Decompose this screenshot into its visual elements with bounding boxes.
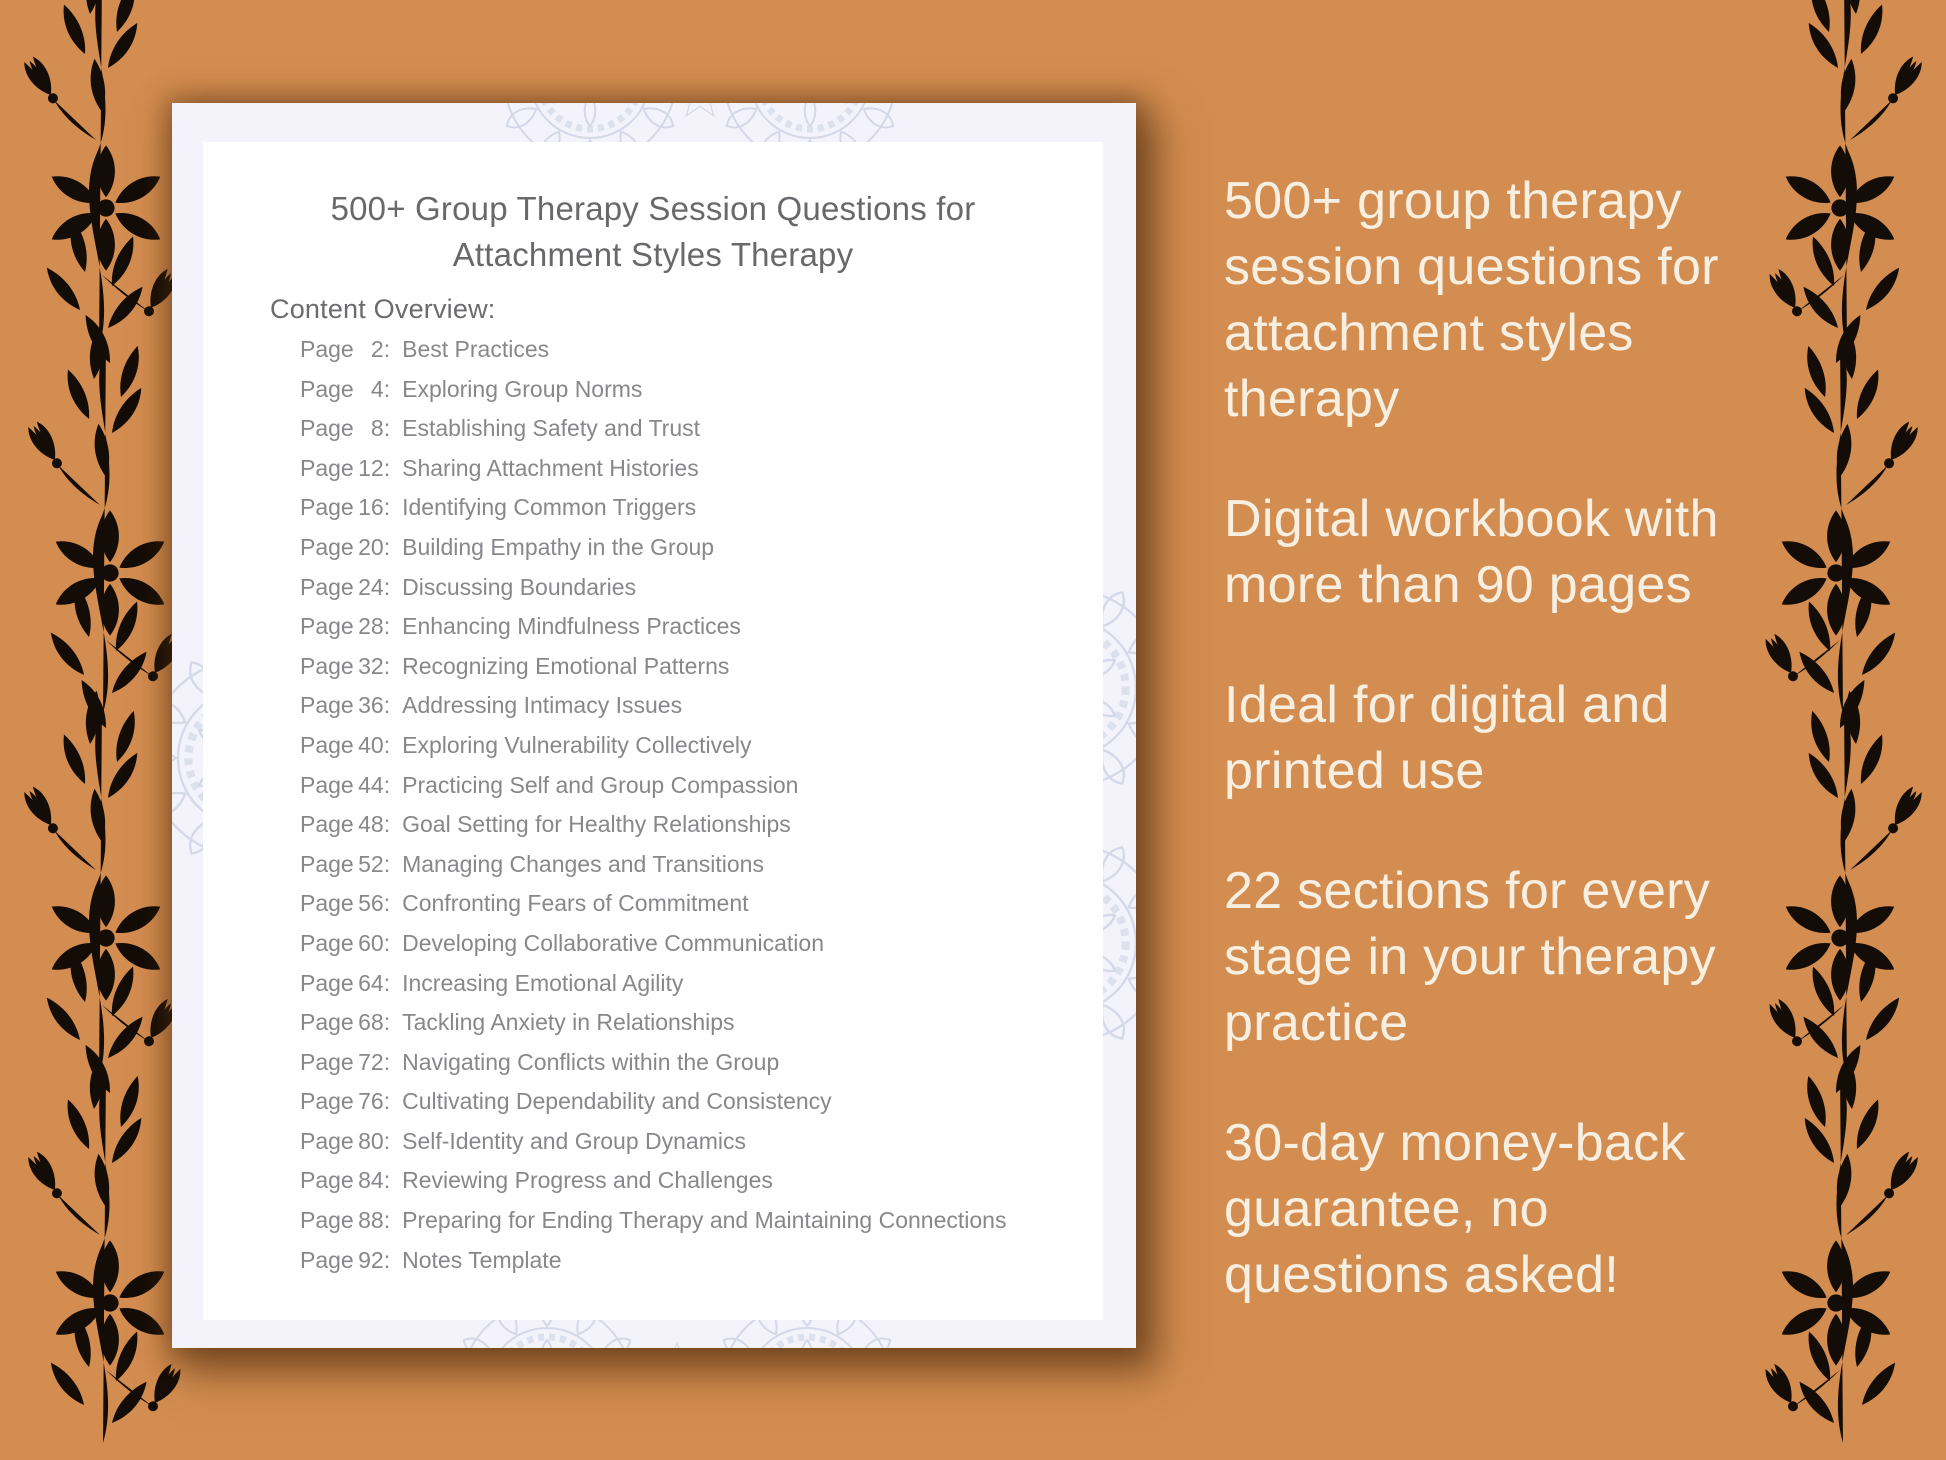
toc-page-number: 16 [358,494,384,521]
feature-text [1224,672,1924,804]
toc-row [300,884,1006,924]
toc-page-number: 12 [358,454,384,481]
toc-section-title: Tackling Anxiety in Relationships [402,1009,735,1036]
toc-page-word: Page [300,652,354,679]
toc-page-number: 2 [370,336,384,362]
toc-section-title: Practicing Self and Group Compassion [402,771,799,798]
toc-page-number: 36 [358,692,384,719]
toc-page-word: Page [300,494,354,521]
toc-page-number: 48 [358,811,384,838]
toc-row [300,726,1006,766]
toc-section-title: Developing Collaborative Communication [402,929,824,956]
toc-colon: : [383,336,391,362]
toc-section-title: Notes Template [402,1246,562,1273]
toc-page-word: Page [300,1246,354,1273]
toc-page-number: 56 [358,890,384,917]
toc-colon: : [383,1088,391,1115]
toc-row [300,330,1006,370]
toc-page-word: Page [300,533,354,560]
toc-colon: : [383,811,391,838]
feature-text [1224,1110,1924,1308]
toc-colon: : [383,494,391,521]
toc-row [300,1201,1006,1241]
toc-page-number: 32 [358,652,384,679]
toc-page-number: 64 [358,969,384,996]
toc-section-title: Exploring Group Norms [402,375,643,402]
text-line: printed use [1224,742,1485,800]
toc-section-title: Goal Setting for Healthy Relationships [402,811,791,838]
toc-page-word: Page [300,415,354,442]
toc-page-number: 20 [358,533,384,560]
toc-page-word: Page [300,375,354,402]
toc-row [300,607,1006,647]
toc-colon: : [383,454,391,481]
toc-colon: : [383,771,391,798]
toc-page-word: Page [300,613,354,640]
toc-colon: : [383,1207,391,1234]
text-line: attachment styles [1224,304,1634,362]
text-line: practice [1224,994,1409,1052]
marketing-copy [1224,168,1924,1362]
toc-colon: : [383,1127,391,1154]
toc-row [300,647,1006,687]
toc-section-title: Establishing Safety and Trust [402,415,700,442]
toc-page-number: 60 [358,929,384,956]
text-line: Digital workbook with [1224,490,1719,548]
toc-page-number: 28 [358,613,384,640]
feature-text [1224,858,1924,1056]
toc-row [300,1122,1006,1162]
text-line: guarantee, no [1224,1180,1549,1238]
toc-page-word: Page [300,336,354,362]
toc-row [300,488,1006,528]
text-line: questions asked! [1224,1246,1620,1304]
text-line: 500+ group therapy [1224,172,1682,230]
toc-colon: : [383,1009,391,1036]
toc-row [300,370,1006,410]
toc-colon: : [383,731,391,758]
workbook-preview-page [172,103,1136,1348]
toc-colon: : [383,613,391,640]
toc-row [300,924,1006,964]
toc-row [300,766,1006,806]
toc-colon: : [383,969,391,996]
toc-section-title: Enhancing Mindfulness Practices [402,613,741,640]
text-line: 22 sections for every [1224,862,1711,920]
toc-colon: : [383,1048,391,1075]
toc-section-title: Addressing Intimacy Issues [402,692,683,719]
toc-section-title: Building Empathy in the Group [402,533,715,560]
text-line: 500+ Group Therapy Session Questions for [330,190,976,227]
toc-page-number: 72 [358,1048,384,1075]
toc-page-word: Page [300,1127,354,1154]
toc-row [300,845,1006,885]
toc-page-number: 44 [358,771,384,798]
toc-section-title: Exploring Vulnerability Collectively [402,731,752,758]
toc-colon: : [383,652,391,679]
toc-page-word: Page [300,811,354,838]
toc-row [300,449,1006,489]
toc-page-number: 88 [358,1207,384,1234]
text-line: session questions for [1224,238,1719,296]
toc-row [300,1241,1006,1281]
text-line: therapy [1224,370,1400,428]
text-line: 30-day money-back [1224,1114,1686,1172]
toc-page-word: Page [300,850,354,877]
toc-page-word: Page [300,731,354,758]
toc-row [300,805,1006,845]
toc-page-number: 68 [358,1009,384,1036]
toc-row [300,409,1006,449]
toc-section-title: Identifying Common Triggers [402,494,697,521]
toc-colon: : [383,929,391,956]
toc-colon: : [383,415,391,442]
toc-row [300,1161,1006,1201]
toc-page-word: Page [300,1048,354,1075]
text-line: stage in your therapy [1224,928,1716,986]
toc-colon: : [383,375,391,402]
document-page [203,142,1103,1320]
toc-colon: : [383,850,391,877]
table-of-contents [300,330,1006,1280]
feature-text [1224,168,1924,432]
toc-section-title: Navigating Conflicts within the Group [402,1048,780,1075]
toc-page-word: Page [300,969,354,996]
toc-colon: : [383,573,391,600]
toc-colon: : [383,533,391,560]
toc-section-title: Best Practices [402,336,550,362]
toc-row [300,1082,1006,1122]
toc-section-title: Cultivating Dependability and Consistency [402,1088,832,1115]
toc-page-word: Page [300,1088,354,1115]
toc-section-title: Self-Identity and Group Dynamics [402,1127,746,1154]
toc-page-number: 92 [358,1246,384,1273]
toc-row [300,1043,1006,1083]
toc-page-number: 4 [370,375,384,402]
toc-page-word: Page [300,692,354,719]
toc-row [300,686,1006,726]
toc-section-title: Managing Changes and Transitions [402,850,764,877]
toc-section-title: Recognizing Emotional Patterns [402,652,730,679]
text-line: Attachment Styles Therapy [452,236,854,273]
toc-row [300,528,1006,568]
toc-page-word: Page [300,573,354,600]
toc-section-title: Discussing Boundaries [402,573,637,600]
toc-page-number: 76 [358,1088,384,1115]
toc-colon: : [383,890,391,917]
toc-page-word: Page [300,1009,354,1036]
text-line: Ideal for digital and [1224,676,1670,734]
toc-row [300,1003,1006,1043]
toc-page-word: Page [300,890,354,917]
toc-section-title: Sharing Attachment Histories [402,454,699,481]
content-overview-label: Content Overview: [270,294,496,324]
document-title [273,186,1033,278]
toc-page-word: Page [300,1207,354,1234]
toc-colon: : [383,692,391,719]
feature-text [1224,486,1924,618]
toc-colon: : [383,1246,391,1273]
toc-row [300,568,1006,608]
toc-section-title: Reviewing Progress and Challenges [402,1167,773,1194]
toc-page-word: Page [300,454,354,481]
toc-page-word: Page [300,771,354,798]
text-line: more than 90 pages [1224,556,1692,614]
toc-colon: : [383,1167,391,1194]
toc-section-title: Preparing for Ending Therapy and Maintaining Connections [402,1207,1007,1234]
toc-page-number: 80 [358,1127,384,1154]
toc-section-title: Increasing Emotional Agility [402,969,684,996]
toc-section-title: Confronting Fears of Commitment [402,890,749,917]
floral-vine-left [0,0,194,1460]
toc-page-word: Page [300,929,354,956]
toc-page-number: 8 [370,415,384,442]
toc-page-number: 52 [358,850,384,877]
toc-row [300,964,1006,1004]
toc-page-word: Page [300,1167,354,1194]
toc-page-number: 40 [358,731,384,758]
toc-page-number: 84 [358,1167,384,1194]
toc-page-number: 24 [358,573,384,600]
